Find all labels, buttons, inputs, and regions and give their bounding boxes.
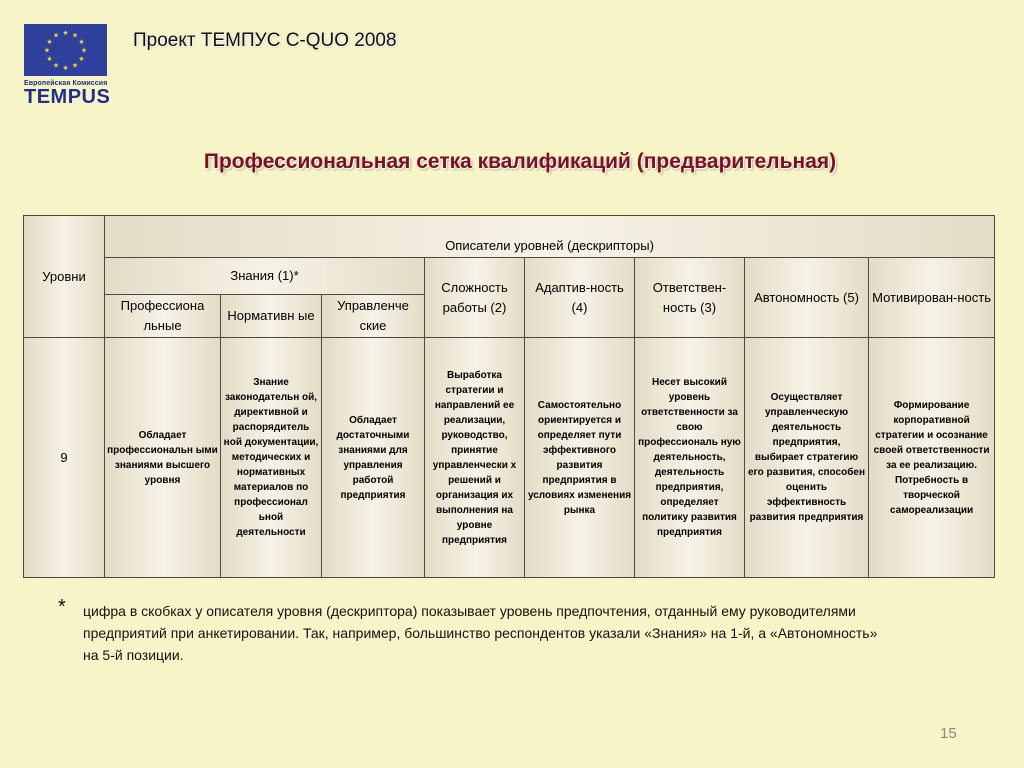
eu-flag-icon bbox=[24, 24, 107, 76]
tempus-brand: TEMPUS bbox=[24, 86, 111, 108]
svg-text:★: ★ bbox=[52, 31, 60, 40]
svg-text:★: ★ bbox=[46, 38, 53, 46]
eu-commission-label: Европейская Комиссия bbox=[24, 80, 108, 87]
cell-motivation: Формирование корпоративной стратегии и осознание своей ответственности за ее реализацию. Потребность в творческой самореализации bbox=[869, 338, 995, 578]
footnote bbox=[58, 596, 998, 666]
cell-complexity: Выработка стратегии и направлений ее реализации, руководство, принятие управленчески х решений и организация их выполнения на уровне предприятия bbox=[425, 338, 525, 578]
cell-autonomy: Осуществляет управленческую деятельность предприятия, выбирает стратегию его развития, способен оценить эффективность развития предприятия bbox=[745, 338, 869, 578]
svg-text:★: ★ bbox=[62, 29, 69, 37]
svg-text:★: ★ bbox=[62, 64, 69, 72]
subheader-professional: Профессиона льные bbox=[105, 295, 221, 338]
page-title: Профессиональная сетка квалификаций (предварительная) bbox=[203, 150, 837, 173]
col-header-adaptability: Адаптив-ность (4) bbox=[525, 258, 635, 338]
subheader-managerial: Управленче ские bbox=[322, 295, 425, 338]
footnote-line-2: предприятий при анкетировании. Так, например, большинство респондентов указали «Знания» на 1-й, а «Автономность» bbox=[83, 625, 878, 641]
knowledge-header: Знания (1)* bbox=[105, 258, 425, 295]
col-header-motivation: Мотивирован-ность bbox=[869, 258, 995, 338]
page-number: 15 bbox=[940, 725, 957, 742]
levels-header: Уровни bbox=[24, 216, 105, 338]
cell-adaptability: Самостоятельно ориентируется и определяет пути эффективного развития предприятия в условиях изменения рынка bbox=[525, 338, 635, 578]
svg-text:★: ★ bbox=[46, 55, 53, 63]
svg-text:★: ★ bbox=[71, 61, 79, 70]
qualification-grid-table bbox=[23, 215, 995, 578]
svg-text:★: ★ bbox=[43, 46, 51, 55]
footnote-marker: * bbox=[58, 596, 66, 618]
cell-responsibility: Несет высокий уровень ответственности за свою профессиональ ную деятельность, деятельность предприятия, определяет политику развития предприятия bbox=[635, 338, 745, 578]
svg-text:★: ★ bbox=[78, 55, 85, 63]
col-header-responsibility: Ответствен-ность (3) bbox=[635, 258, 745, 338]
svg-text:★: ★ bbox=[78, 38, 85, 46]
svg-text:★: ★ bbox=[71, 31, 79, 40]
footnote-line-1: цифра в скобках у описателя уровня (дескриптора) показывает уровень предпочтения, отданный ему руководителями bbox=[83, 603, 856, 619]
svg-text:★: ★ bbox=[52, 61, 60, 70]
subheader-normative: Нормативн ые bbox=[221, 295, 322, 338]
project-title: Проект ТЕМПУС C-QUO 2008 bbox=[133, 30, 397, 51]
tempus-logo bbox=[24, 24, 110, 116]
cell-normative-knowledge: Знание законодательн ой, директивной и распорядитель ной документации, методических и нормативных материалов по профессионал ьной деятельности bbox=[221, 338, 322, 578]
level-cell: 9 bbox=[24, 338, 105, 578]
footnote-line-3: на 5-й позиции. bbox=[83, 647, 184, 663]
cell-professional-knowledge: Обладает профессиональн ыми знаниями высшего уровня bbox=[105, 338, 221, 578]
col-header-complexity: Сложность работы (2) bbox=[425, 258, 525, 338]
cell-managerial-knowledge: Обладает достаточными знаниями для управления работой предприятия bbox=[322, 338, 425, 578]
col-header-autonomy: Автономность (5) bbox=[745, 258, 869, 338]
descriptors-header: Описатели уровней (дескрипторы) bbox=[105, 216, 995, 258]
svg-text:★: ★ bbox=[80, 46, 88, 55]
